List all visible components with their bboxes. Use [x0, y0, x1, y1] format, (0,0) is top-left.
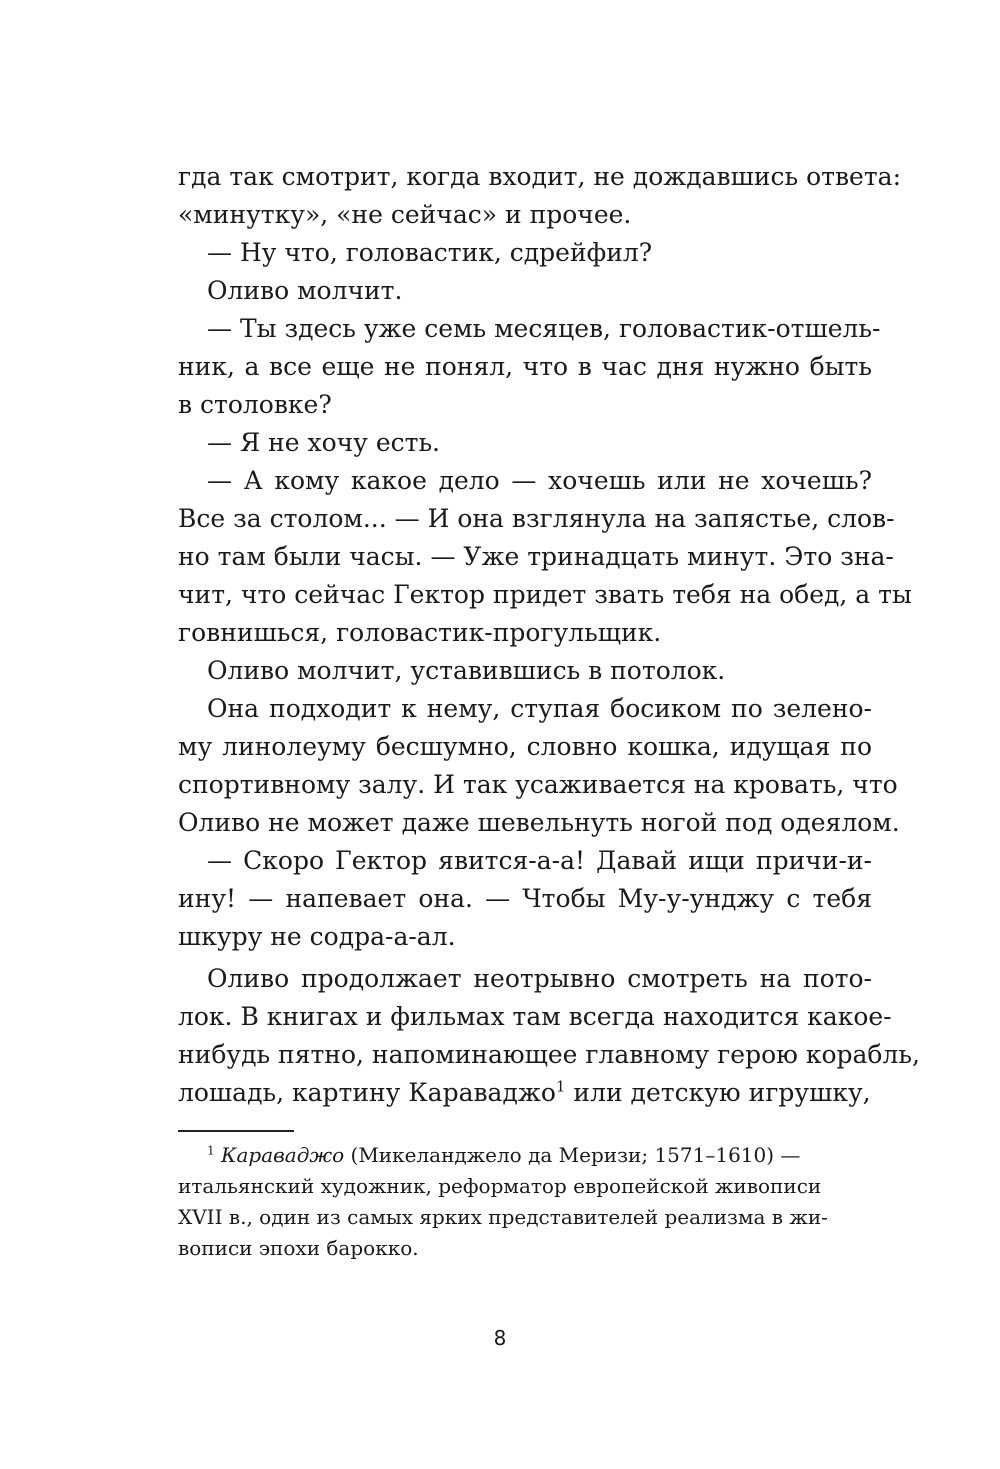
footnote-line: вописи эпохи барокко. [178, 1236, 419, 1260]
text-fragment: лошадь, картину Караваджо [178, 1078, 556, 1107]
footnote-marker: 1 [207, 1143, 215, 1158]
text-line: «минутку», «не сейчас» и прочее. [178, 200, 632, 229]
text-fragment: или детскую игрушку, [565, 1078, 871, 1107]
footnote-text: (Микеланджело да Меризи; 1571–1610) — [344, 1143, 801, 1167]
text-line: — Я не хочу есть. [207, 428, 441, 457]
text-line: — Скоро Гектор явится-а-а! Давай ищи причи-и- [207, 846, 872, 875]
text-line: Оливо молчит. [207, 276, 403, 305]
text-line: шкуру не содра-а-ал. [178, 922, 456, 951]
text-line: лок. В книгах и фильмах там всегда находится какое- [178, 1002, 892, 1031]
text-line [178, 1074, 872, 1112]
text-line: — Ты здесь уже семь месяцев, головастик-отшель- [207, 314, 881, 343]
text-line: в столовке? [178, 390, 332, 419]
text-line: спортивному залу. И так усаживается на кровать, что [178, 770, 898, 799]
text-line: Оливо продолжает неотрывно смотреть на пото- [207, 964, 872, 993]
text-line: — А кому какое дело — хочешь или не хочешь? [207, 466, 872, 495]
text-line: говнишься, головастик-прогульщик. [178, 618, 662, 647]
text-line: но там были часы. — Уже тринадцать минут. Это зна- [178, 542, 894, 571]
text-line: ник, а все еще не понял, что в час дня нужно быть [178, 352, 872, 381]
footnote-separator [178, 1130, 294, 1132]
text-line: му линолеуму бесшумно, словно кошка, идущая по [178, 732, 872, 761]
text-line: — Ну что, головастик, сдрейфил? [207, 238, 653, 267]
footnote [178, 1140, 872, 1264]
footnote-line [178, 1140, 872, 1171]
text-line: Все за столом... — И она взглянула на запястье, слов- [178, 504, 895, 533]
footnote-line: XVII в., один из самых ярких представителей реализма в жи- [178, 1205, 828, 1229]
footnote-term: Караваджо [221, 1143, 345, 1167]
text-line: чит, что сейчас Гектор придет звать тебя на обед, а ты [178, 580, 912, 609]
text-line: Оливо молчит, уставившись в потолок. [207, 656, 726, 685]
text-line: гда так смотрит, когда входит, не дождавшись ответа: [178, 162, 901, 191]
page-number: 8 [493, 1326, 507, 1350]
main-text [178, 158, 920, 1112]
text-line: нибудь пятно, напоминающее главному герою корабль, [178, 1040, 920, 1069]
footnote-line: итальянский художник, реформатор европейской живописи [178, 1174, 822, 1198]
text-line: ину! — напевает она. — Чтобы Му-у-унджу с тебя [178, 884, 872, 913]
text-line: Оливо не может даже шевельнуть ногой под одеялом. [178, 808, 900, 837]
text-line: Она подходит к нему, ступая босиком по зелено- [207, 694, 872, 723]
footnote-reference: 1 [555, 1077, 566, 1096]
